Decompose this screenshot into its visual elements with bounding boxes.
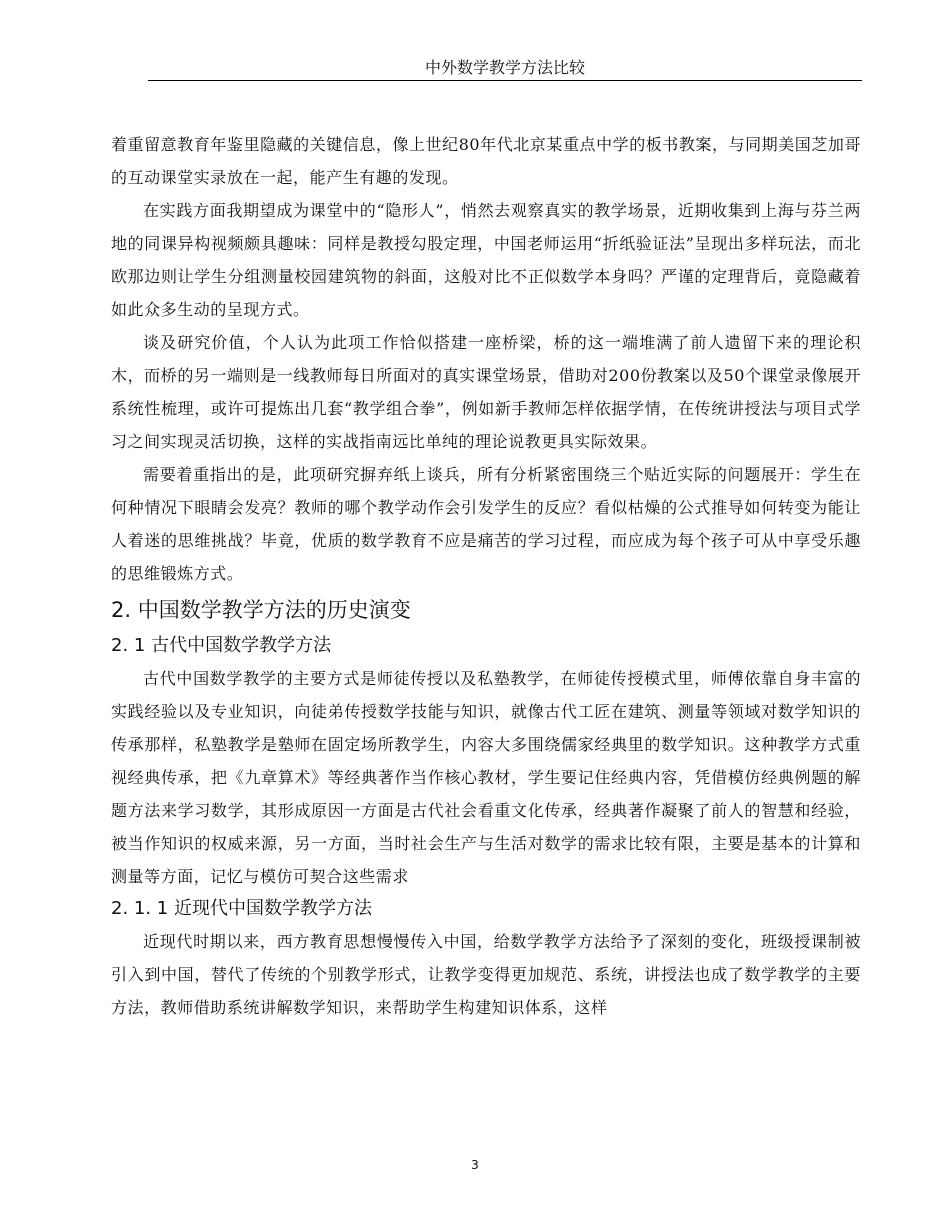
paragraph-research-value: 谈及研究价值，个人认为此项工作恰似搭建一座桥梁，桥的这一端堆满了前人遗留下来的理论积木，而桥的另一端则是一线教师每日所面对的真实课堂场景，借助对200份教案以及50个课堂录像展开系统性梳理，或许可提炼出几套“教学组合拳”，例如新手教师怎样依据学情，在传统讲授法与项目式学习之间实现灵活切换，这样的实战指南远比单纯的理论说教更具实际效果。 [111, 333, 861, 451]
paragraph-research-focus: 需要着重指出的是，此项研究摒弃纸上谈兵，所有分析紧密围绕三个贴近实际的问题展开：学生在何种情况下眼睛会发亮？教师的哪个教学动作会引发学生的反应？看似枯燥的公式推导如何转变为能让人着迷的思维挑战？毕竟，优质的数学教育不应是痛苦的学习过程，而应成为每个孩子可从中享受乐趣的思维锻炼方式。 [111, 465, 861, 583]
section-2-heading: 2. 中国数学教学方法的历史演变 [111, 598, 411, 622]
paragraph-ancient-teaching: 古代中国数学教学的主要方式是师徒传授以及私塾教学，在师徒传授模式里，师傅依靠自身丰富的实践经验以及专业知识，向徒弟传授数学技能与知识，就像古代工匠在建筑、测量等领域对数学知识的传承那样，私塾教学是塾师在固定场所教学生，内容大多围绕儒家经典里的数学知识。这种教学方式重视经典传承，把《九章算术》等经典著作当作核心教材，学生要记住经典内容，凭借模仿经典例题的解题方法来学习数学，其形成原因一方面是古代社会看重文化传承，经典著作凝聚了前人的智慧和经验，被当作知识的权威来源，另一方面，当时社会生产与生活对数学的需求比较有限，主要是基本的计算和测量等方面，记忆与模仿可契合这些需求 [111, 669, 861, 886]
paragraph-practice: 在实践方面我期望成为课堂中的“隐形人”，悄然去观察真实的教学场景，近期收集到上海与芬兰两地的同课异构视频颇具趣味：同样是教授勾股定理，中国老师运用“折纸验证法”呈现出多样玩法，而北欧那边则让学生分组测量校园建筑物的斜面，这般对比不正似数学本身吗？严谨的定理背后，竟隐藏着如此众多生动的呈现方式。 [111, 201, 861, 319]
paragraph-yearbook-notes: 着重留意教育年鉴里隐藏的关键信息，像上世纪80年代北京某重点中学的板书教案，与同期美国芝加哥的互动课堂实录放在一起，能产生有趣的发现。 [111, 135, 861, 187]
running-header: 中外数学教学方法比较 [148, 58, 862, 81]
page-body [111, 128, 861, 1024]
section-2-1-heading: 2. 1 古代中国数学教学方法 [111, 635, 332, 656]
paragraph-modern-teaching: 近现代时期以来，西方教育思想慢慢传入中国，给数学教学方法给予了深刻的变化，班级授课制被引入到中国，替代了传统的个别教学形式，让教学变得更加规范、系统，讲授法也成了数学教学的主要方法，教师借助系统讲解数学知识，来帮助学生构建知识体系，这样 [111, 932, 861, 1017]
section-2-1-1-heading: 2. 1. 1 近现代中国数学教学方法 [111, 898, 372, 919]
page-number: 3 [471, 1158, 479, 1172]
